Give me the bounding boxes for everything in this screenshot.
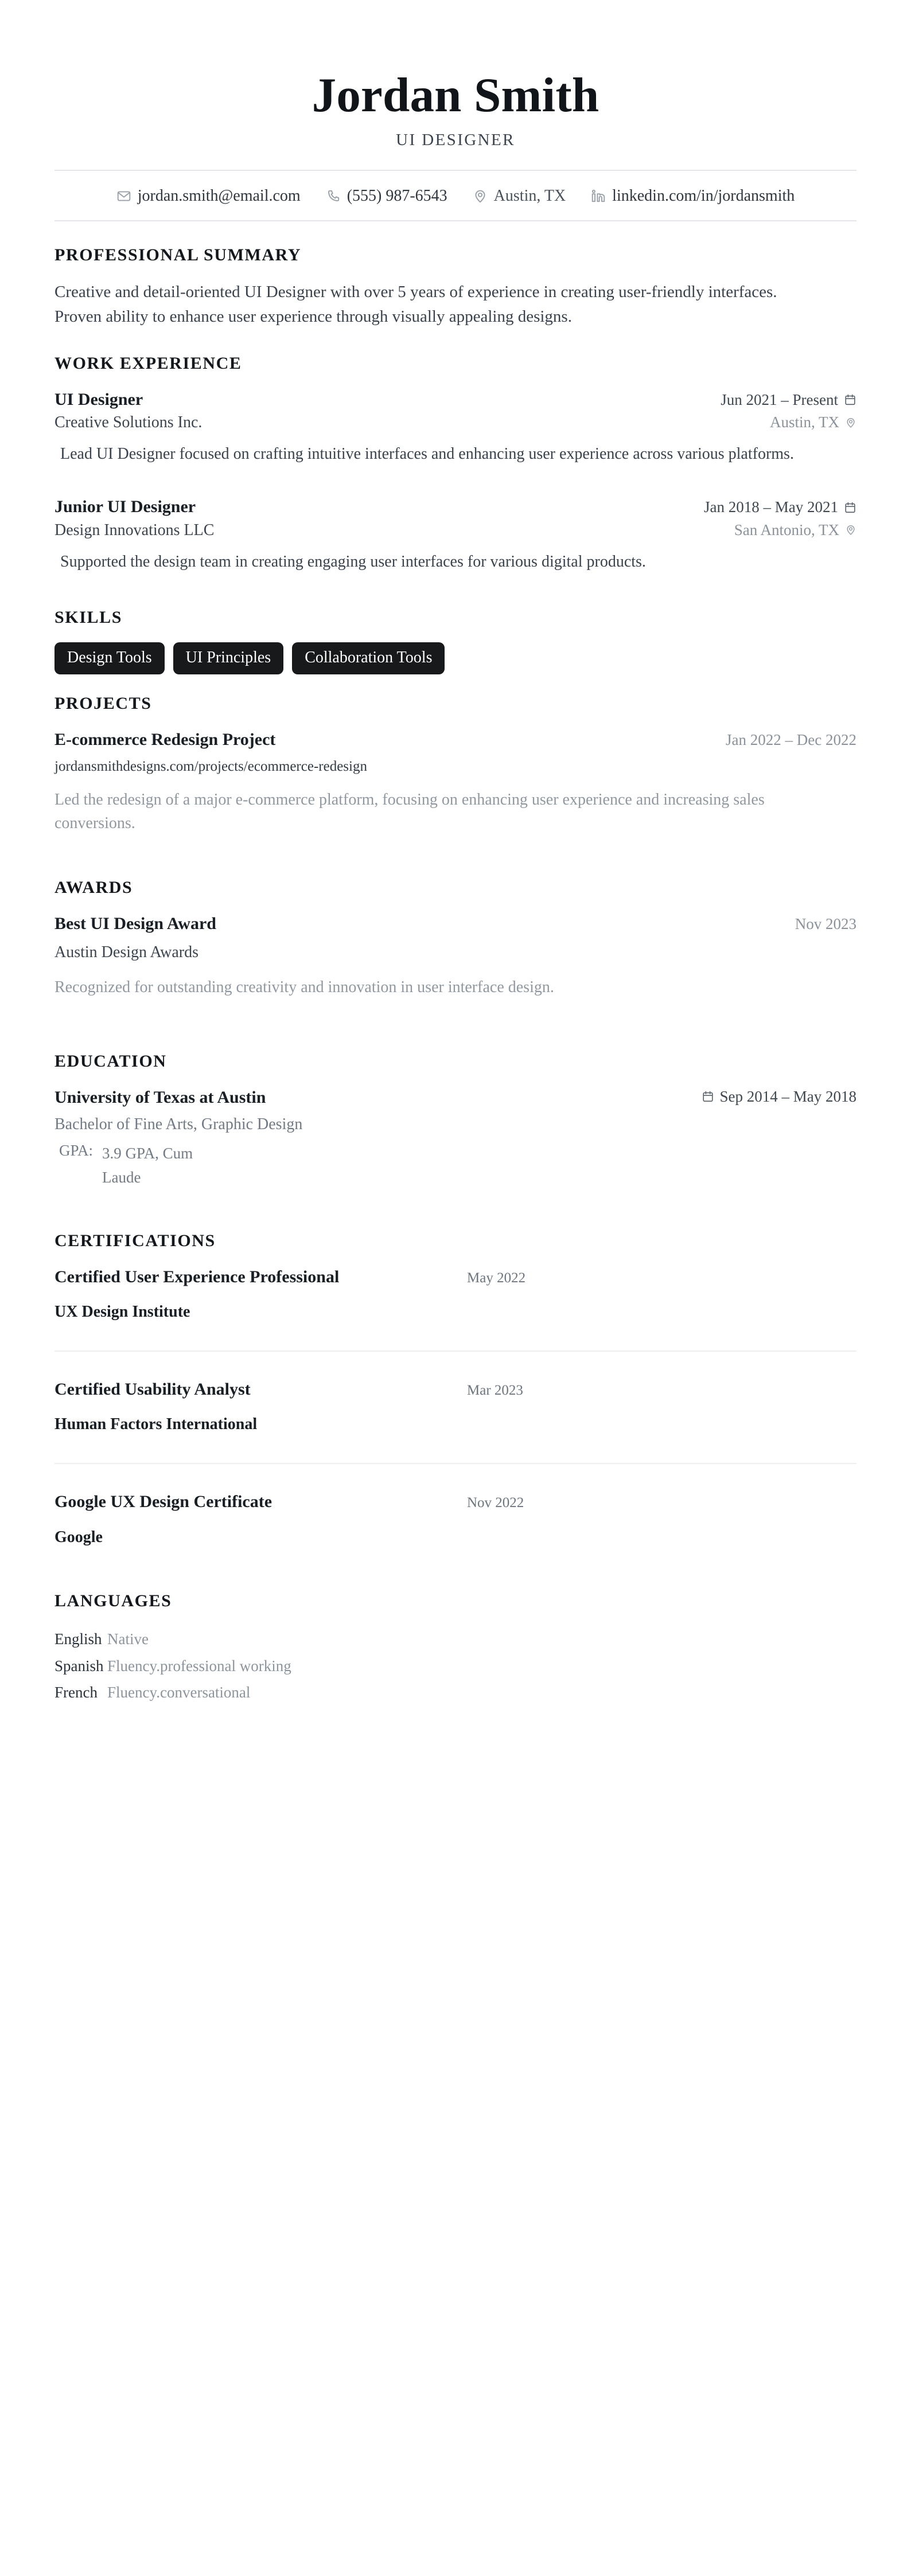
award-entry-header <box>54 912 857 936</box>
certification-date: Mar 2023 <box>467 1382 523 1398</box>
work-description: Lead UI Designer focused on crafting intuitive interfaces and enhancing user experience across various platforms. <box>60 444 794 463</box>
certification-issuer: Google <box>54 1528 103 1546</box>
section-languages <box>54 1548 857 1705</box>
certification-list <box>54 1266 857 1548</box>
linkedin-icon <box>591 189 606 204</box>
award-issuer: Austin Design Awards <box>54 943 198 962</box>
work-entry <box>54 388 857 466</box>
certification-main <box>54 1490 444 1548</box>
project-description: Led the redesign of a major e-commerce platform, focusing on enhancing user experience and increasing sales conversions. <box>54 790 765 833</box>
section-title-awards: AWARDS <box>54 877 133 897</box>
certification-main <box>54 1378 444 1435</box>
location-pin-icon <box>473 189 488 204</box>
work-dates-text: Jun 2021 – Present <box>721 391 838 408</box>
work-location <box>770 413 857 431</box>
section-title-work: WORK EXPERIENCE <box>54 353 242 373</box>
section-title-education: EDUCATION <box>54 1052 167 1071</box>
summary-text: Creative and detail-oriented UI Designer with over 5 years of experience in creating user-friendly interfaces. Proven ability to enhance user experience through visually appealing designs. <box>54 282 777 326</box>
mail-icon <box>116 189 131 204</box>
contact-linkedin[interactable] <box>578 187 807 205</box>
education-entry-header <box>54 1086 857 1110</box>
award-date-text: Nov 2023 <box>795 915 857 932</box>
work-location <box>734 521 857 539</box>
award-entry <box>54 912 857 1000</box>
section-title-projects: PROJECTS <box>54 694 152 713</box>
language-name: English <box>54 1630 102 1648</box>
skill-chip[interactable]: Design Tools <box>54 642 165 674</box>
work-entry-header <box>54 495 857 519</box>
section-projects <box>54 674 857 835</box>
candidate-name: Jordan Smith <box>312 68 599 122</box>
certification-name: Certified User Experience Professional <box>54 1267 340 1286</box>
work-location-text: Austin, TX <box>769 413 839 431</box>
contact-email-text: jordan.smith@email.com <box>137 186 301 205</box>
contact-bar <box>54 171 857 220</box>
section-work-experience <box>54 330 857 573</box>
section-awards <box>54 846 857 1000</box>
language-name: Spanish <box>54 1657 104 1675</box>
calendar-icon <box>844 501 857 514</box>
contact-linkedin-text: linkedin.com/in/jordansmith <box>612 186 795 205</box>
skill-chip[interactable]: UI Principles <box>173 642 284 674</box>
project-entry <box>54 728 857 835</box>
project-name: E-commerce Redesign Project <box>54 730 276 750</box>
work-company: Design Innovations LLC <box>54 521 215 539</box>
work-dates-text: Jan 2018 – May 2021 <box>704 498 838 516</box>
section-title-certifications: CERTIFICATIONS <box>54 1231 216 1250</box>
project-entry-header <box>54 728 857 752</box>
award-description: Recognized for outstanding creativity and innovation in user interface design. <box>54 978 554 996</box>
language-level: Fluency.conversational <box>107 1684 251 1701</box>
work-job-title: UI Designer <box>54 389 143 409</box>
certification-name: Certified Usability Analyst <box>54 1379 251 1399</box>
work-location-text: San Antonio, TX <box>734 521 839 538</box>
education-dates <box>702 1088 857 1106</box>
section-title-languages: LANGUAGES <box>54 1591 172 1611</box>
calendar-icon <box>844 393 857 406</box>
contact-location-text: Austin, TX <box>493 186 566 205</box>
candidate-title: UI DESIGNER <box>396 130 515 149</box>
work-dates <box>704 498 857 516</box>
language-list <box>54 1626 857 1705</box>
contact-phone[interactable] <box>313 187 460 205</box>
certification-date: May 2022 <box>467 1270 526 1286</box>
education-gpa <box>54 1142 857 1190</box>
skill-chip[interactable]: Collaboration Tools <box>292 642 445 674</box>
spacer <box>54 476 857 495</box>
work-description: Supported the design team in creating engaging user interfaces for various digital products. <box>60 552 646 571</box>
section-title-skills: SKILLS <box>54 608 122 627</box>
work-entry-subheader <box>54 411 857 434</box>
education-gpa-value: 3.9 GPA, Cum Laude <box>102 1144 193 1186</box>
language-level: Fluency.professional working <box>107 1657 291 1675</box>
education-entry <box>54 1086 857 1189</box>
work-job-title: Junior UI Designer <box>54 497 196 517</box>
page-bottom-whitespace <box>54 1706 857 2291</box>
certification-item <box>54 1378 857 1464</box>
certification-issuer: Human Factors International <box>54 1415 258 1434</box>
language-row <box>54 1653 857 1679</box>
location-pin-icon <box>845 417 857 428</box>
contact-phone-text: (555) 987-6543 <box>347 186 447 205</box>
project-url[interactable]: jordansmithdesigns.com/projects/ecommerce-redesign <box>54 758 367 774</box>
certification-issuer: UX Design Institute <box>54 1303 190 1321</box>
language-row <box>54 1626 857 1652</box>
language-level: Native <box>107 1630 149 1648</box>
section-professional-summary <box>54 221 857 330</box>
language-name: French <box>54 1684 98 1701</box>
phone-icon <box>326 189 341 204</box>
award-name: Best UI Design Award <box>54 914 216 933</box>
language-row <box>54 1679 857 1705</box>
project-dates-text: Jan 2022 – Dec 2022 <box>726 731 857 749</box>
work-entry-header <box>54 388 857 412</box>
work-entry-subheader <box>54 519 857 542</box>
skill-chip-list <box>54 642 857 674</box>
section-title-summary: PROFESSIONAL SUMMARY <box>54 245 302 264</box>
work-company: Creative Solutions Inc. <box>54 413 203 432</box>
certification-name: Google UX Design Certificate <box>54 1492 272 1512</box>
award-date <box>795 915 857 933</box>
education-gpa-label: GPA: <box>59 1141 94 1159</box>
certification-date: Nov 2022 <box>467 1495 524 1511</box>
education-dates-text: Sep 2014 – May 2018 <box>719 1087 857 1105</box>
education-degree: Bachelor of Fine Arts, Graphic Design <box>54 1115 303 1133</box>
section-certifications <box>54 1200 857 1548</box>
resume-header <box>54 54 857 150</box>
contact-location <box>460 187 579 205</box>
project-dates <box>726 731 857 749</box>
section-skills <box>54 584 857 674</box>
certification-item <box>54 1490 857 1548</box>
contact-email[interactable] <box>104 187 313 205</box>
certification-main <box>54 1266 444 1323</box>
work-dates <box>721 391 857 409</box>
education-school: University of Texas at Austin <box>54 1088 266 1107</box>
work-entry <box>54 495 857 573</box>
certification-item <box>54 1266 857 1352</box>
calendar-icon <box>702 1090 714 1103</box>
location-pin-icon <box>845 524 857 536</box>
section-education <box>54 1009 857 1189</box>
